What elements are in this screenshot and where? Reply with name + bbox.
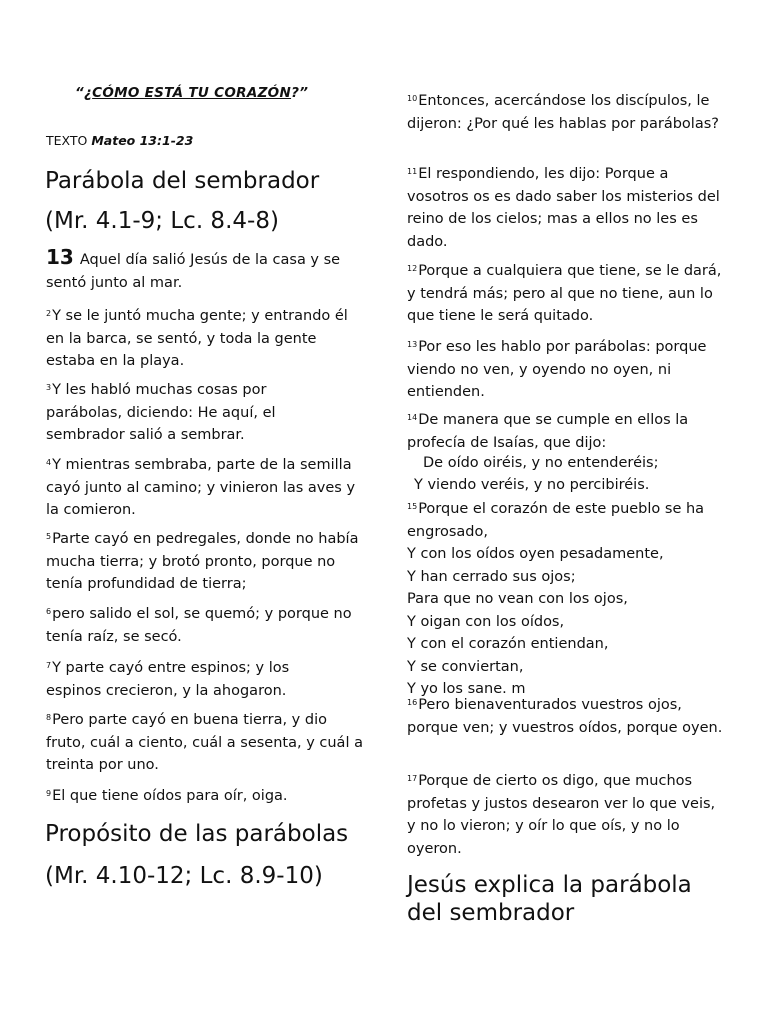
chapter-number: 13 [46,245,74,269]
poem-line: Y con los oídos oyen pesadamente, [407,546,664,562]
poem-line: Y han cerrado sus ojos; [407,568,576,585]
verse-1: 13 Aquel día salió Jesús de la casa y se sentó junto al mar. [46,245,341,291]
verse-15: $^{15}$Porque el corazón de este pueblo se ha engrosado, Y con los oídos oyen pesadamente, Y han cerrado sus ojos; Para que no vean con los ojos, Y oigan con los oídos, Y con el corazón entiendan, Y se conviertan, Y yo los sane. m [407,496,704,701]
verse-11: $^{11}$El respondiendo, les dijo: Porque a vosotros os es dado saber los misterios del reino de los cielos; mas a ellos no les es dado. [407,166,720,250]
verse-8: $^8$Pero parte cayó en buena tierra, y dio fruto, cuál a ciento, cuál a sesenta, y cuál a treinta por uno. [46,712,363,773]
heading-purpose-ref: (Mr. 4.10-12; Lc. 8.9-10) [45,863,323,889]
text-reference [46,133,193,148]
heading-parable: Parábola del sembrador [45,168,320,194]
poem-line: De oído oiréis, y no entenderéis; [423,455,659,471]
verse-14: $^{14}$De manera que se cumple en ellos la profecía de Isaías, que dijo: [407,412,689,451]
verse-7: $^7$Y parte cayó entre espinos; y los espinos crecieron, y la ahogaron. [46,660,290,699]
texto-ref: Mateo 13:1-23 [91,133,194,148]
verse-10: $^{10}$Entonces, acercándose los discípulos, le dijeron: ¿Por qué les hablas por parábolas? [407,93,719,132]
poem-line: Y viendo veréis, y no percibiréis. [414,477,650,493]
verse-3: $^3$Y les habló muchas cosas por parábolas, diciendo: He aquí, el sembrador salió a sembrar. [46,382,276,443]
document-title [75,85,308,101]
poem-block-2 [414,474,649,497]
heading-parable-ref: (Mr. 4.1-9; Lc. 8.4-8) [45,208,279,234]
verse-4: $^4$Y mientras sembraba, parte de la semilla cayó junto al camino; y vinieron las aves y la comieron. [46,457,356,518]
verse-17: $^{17}$Porque de cierto os digo, que muchos profetas y justos desearon ver lo que veis, y no lo vieron; y oír lo que oís, y no lo oyeron. [407,773,716,857]
texto-label: TEXTO [46,133,88,148]
verse-9: $^9$El que tiene oídos para oír, oiga. [46,788,288,804]
verse-6: $^6$pero salido el sol, se quemó; y porque no tenía raíz, se secó. [46,606,352,645]
verse-16: $^{16}$Pero bienaventurados vuestros ojos, porque ven; y vuestros oídos, porque oyen. [407,697,723,736]
poem-line: Para que no vean con los ojos, [407,591,628,607]
title-suffix: ?” [291,85,309,101]
poem-block-1 [423,452,658,475]
title-prefix: “¿ [75,85,93,101]
verse-12: $^{12}$Porque a cualquiera que tiene, se le dará, y tendrá más; pero al que no tiene, aun lo que tiene le será quitado. [407,263,722,324]
verse-5: $^5$Parte cayó en pedregales, donde no había mucha tierra; y brotó pronto, porque no tenía profundidad de tierra; [46,531,359,592]
poem-line: Y yo los sane. m [407,681,526,697]
verse-2: $^2$Y se le juntó mucha gente; y entrando él en la barca, se sentó, y toda la gente estaba en la playa. [46,308,348,369]
verse-13: $^{13}$Por eso les hablo por parábolas: porque viendo no ven, y oyendo no oyen, ni entienden. [407,339,707,400]
poem-line: Y oigan con los oídos, [407,613,565,630]
poem-line: Y con el corazón entiendan, [407,636,609,652]
heading-explains: Jesús explica la parábola del sembrador [407,872,692,926]
poem-line: Y se conviertan, [407,658,524,675]
title-underlined: CÓMO ESTÁ TU CORAZÓN [92,85,292,101]
poem-line: engrosado, [407,523,488,540]
heading-purpose: Propósito de las parábolas [45,821,349,847]
